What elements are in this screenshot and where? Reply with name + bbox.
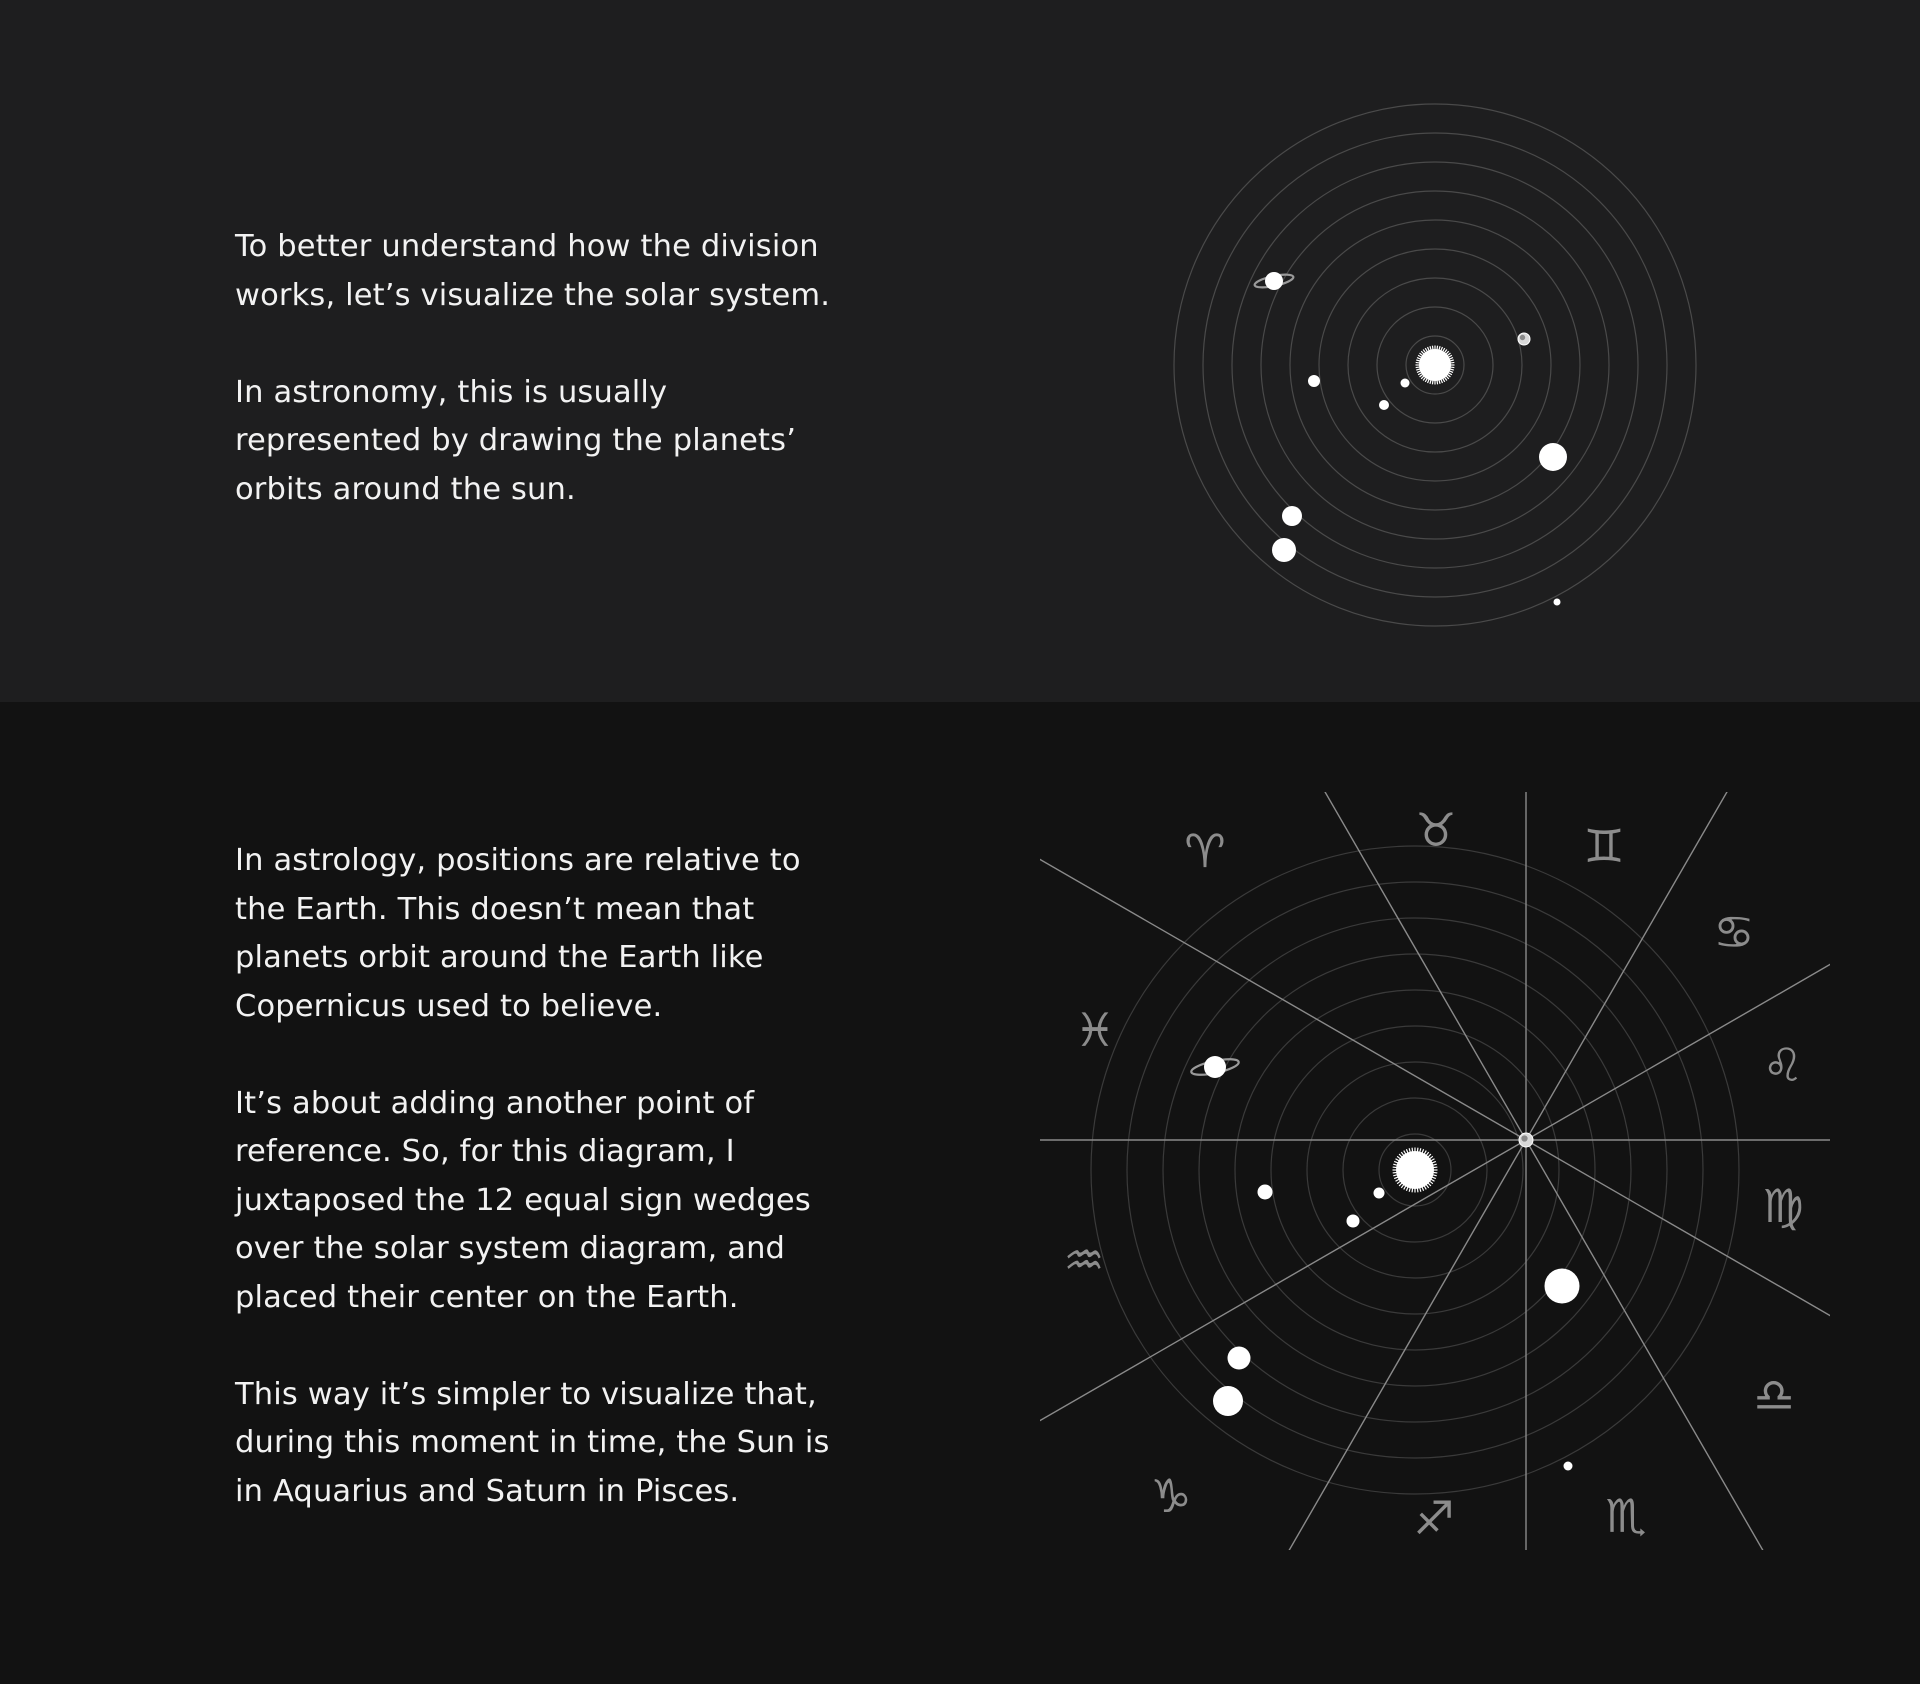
top-sun bbox=[1419, 349, 1451, 381]
zodiac-glyph-libra: ♎ bbox=[1753, 1368, 1795, 1422]
bottom-saturn bbox=[1204, 1056, 1226, 1078]
zodiac-glyph-cancer: ♋ bbox=[1713, 905, 1755, 959]
zodiac-diagram bbox=[326, 0, 1920, 1684]
bottom-mars bbox=[1258, 1185, 1273, 1200]
top-mars bbox=[1308, 375, 1320, 387]
zodiac-glyph-scorpio: ♏ bbox=[1605, 1489, 1647, 1543]
zodiac-glyph-virgo: ♍ bbox=[1762, 1179, 1804, 1233]
zodiac-glyph-sagittarius: ♐ bbox=[1413, 1491, 1455, 1545]
top-neptune bbox=[1272, 538, 1296, 562]
zodiac-glyph-leo: ♌ bbox=[1762, 1038, 1804, 1092]
bottom-neptune bbox=[1213, 1386, 1243, 1416]
bottom-planets bbox=[1190, 1056, 1579, 1471]
top-earth-land bbox=[1520, 335, 1525, 340]
top-paragraph-2: In astronomy, this is usually represented by drawing the planets’ orbits around the sun. bbox=[235, 374, 797, 507]
bottom-paragraph-3: This way it’s simpler to visualize that, during this moment in time, the Sun is in Aquarius and Saturn in Pisces. bbox=[235, 1376, 830, 1509]
bottom-uranus bbox=[1228, 1347, 1251, 1370]
zodiac-glyph-capricorn: ♑ bbox=[1150, 1469, 1192, 1523]
top-saturn bbox=[1265, 272, 1283, 290]
top-mercury bbox=[1401, 379, 1410, 388]
zodiac-wedge-line bbox=[487, 540, 1920, 1684]
bottom-venus bbox=[1347, 1215, 1360, 1228]
bottom-earth-land bbox=[1521, 1135, 1527, 1141]
bottom-sun bbox=[1396, 1151, 1434, 1189]
zodiac-wedge-line bbox=[487, 540, 1920, 1684]
zodiac-glyph-pisces: ♓ bbox=[1074, 1003, 1116, 1057]
zodiac-glyph-aries: ♈ bbox=[1184, 824, 1226, 878]
top-jupiter bbox=[1539, 443, 1567, 471]
top-planets bbox=[1254, 272, 1567, 606]
top-paragraph-1: To better understand how the division works, let’s visualize the solar system. bbox=[235, 229, 831, 313]
bottom-paragraph-2: It’s about adding another point of reference. So, for this diagram, I juxtaposed the 12 equal sign wedges over the solar system diagram, and placed their center on the Earth. bbox=[235, 1085, 811, 1315]
bottom-paragraph-1: In astrology, positions are relative to the Earth. This doesn’t mean that planets orbit around the Earth like Copernicus used to believe. bbox=[235, 843, 801, 1024]
bottom-jupiter bbox=[1545, 1269, 1580, 1304]
top-pluto bbox=[1554, 599, 1561, 606]
zodiac-glyph-gemini: ♊ bbox=[1583, 819, 1625, 873]
zodiac-wedge-lines bbox=[326, 0, 1920, 1684]
top-venus bbox=[1379, 400, 1389, 410]
zodiac-glyph-aquarius: ♒ bbox=[1063, 1233, 1105, 1287]
zodiac-glyph-taurus: ♉ bbox=[1415, 803, 1457, 857]
heliocentric-diagram bbox=[1174, 104, 1696, 626]
top-uranus bbox=[1282, 506, 1302, 526]
bottom-pluto bbox=[1564, 1462, 1573, 1471]
bottom-mercury bbox=[1374, 1188, 1385, 1199]
